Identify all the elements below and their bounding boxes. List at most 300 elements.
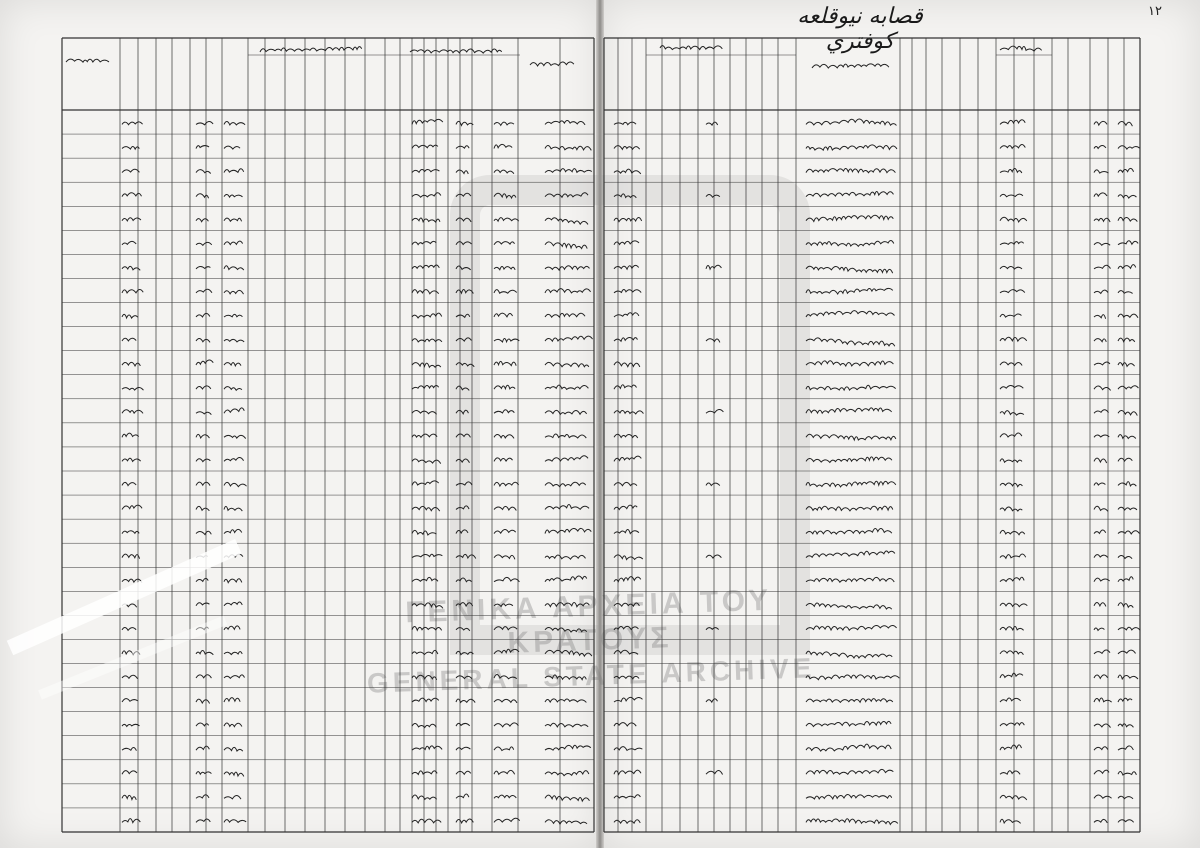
handwritten-entry — [1000, 554, 1026, 558]
handwritten-entry — [1118, 146, 1140, 149]
handwritten-number — [122, 387, 143, 390]
handwritten-entry — [1094, 170, 1109, 173]
handwritten-entry — [545, 193, 588, 198]
handwritten-entry — [1000, 627, 1024, 631]
handwritten-number — [494, 818, 520, 822]
handwritten-number — [456, 530, 468, 534]
handwritten-entry — [1118, 386, 1138, 389]
handwritten-number — [412, 650, 438, 654]
handwritten-number — [494, 723, 518, 727]
handwritten-entry — [1000, 362, 1022, 366]
handwritten-number — [122, 410, 143, 414]
handwritten-number — [412, 771, 437, 775]
handwritten-number — [412, 385, 439, 389]
handwritten-entry — [545, 336, 593, 341]
handwritten-number — [412, 169, 439, 172]
handwritten-number — [122, 795, 136, 800]
handwritten-entry — [1000, 819, 1021, 823]
handwritten-boundary-entry — [806, 191, 893, 196]
handwritten-number — [412, 145, 438, 148]
handwritten-number — [456, 482, 472, 486]
handwritten-entry — [1094, 602, 1106, 606]
handwritten-number — [224, 820, 246, 823]
handwritten-number — [456, 771, 471, 774]
handwritten-entry — [1094, 362, 1110, 365]
handwritten-number — [456, 170, 468, 174]
handwritten-entry — [545, 456, 588, 462]
handwritten-entry — [1118, 291, 1133, 294]
handwritten-entry — [545, 820, 587, 824]
handwritten-number — [224, 747, 243, 751]
handwritten-boundary-entry — [806, 744, 891, 751]
handwritten-number — [706, 339, 720, 343]
handwritten-entry — [545, 555, 585, 559]
handwritten-number — [196, 360, 213, 365]
handwritten-number — [224, 314, 242, 317]
handwritten-number — [412, 313, 442, 318]
handwritten-number — [706, 628, 719, 630]
handwritten-entry — [1118, 531, 1139, 534]
handwritten-entry — [1000, 795, 1027, 800]
handwritten-number — [196, 746, 209, 750]
handwritten-entry — [1118, 195, 1136, 198]
handwritten-number — [196, 459, 210, 462]
handwritten-number — [196, 819, 210, 822]
handwritten-entry — [1118, 363, 1135, 367]
handwritten-number — [412, 459, 441, 464]
handwritten-number — [224, 194, 243, 197]
handwritten-boundary-entry — [806, 721, 891, 726]
handwritten-boundary-entry — [806, 506, 893, 511]
handwritten-number — [122, 482, 136, 485]
handwritten-entry — [545, 218, 588, 225]
handwritten-entry — [1094, 747, 1108, 750]
handwritten-number — [122, 362, 140, 366]
handwritten-number — [224, 121, 245, 124]
handwritten-entry — [1000, 194, 1023, 197]
handwritten-number — [224, 241, 243, 245]
handwritten-number — [456, 363, 474, 367]
handwritten-number — [456, 338, 471, 341]
handwritten-entry — [545, 169, 592, 173]
handwritten-entry — [1118, 314, 1138, 318]
handwritten-number — [196, 146, 209, 149]
handwritten-header — [660, 46, 722, 50]
handwritten-entry — [1094, 819, 1107, 822]
handwritten-number — [224, 652, 242, 655]
handwritten-number — [494, 193, 516, 198]
handwritten-entry — [1118, 698, 1132, 702]
handwritten-boundary-entry — [806, 603, 892, 609]
handwritten-boundary-entry — [806, 794, 892, 799]
handwritten-entry — [1000, 745, 1021, 750]
handwritten-entry — [1094, 650, 1110, 654]
handwritten-header — [812, 64, 889, 68]
handwritten-number — [224, 723, 242, 727]
handwritten-header — [260, 47, 362, 52]
handwritten-number — [224, 146, 240, 149]
handwritten-entry — [1118, 435, 1136, 439]
handwritten-entry — [1094, 315, 1106, 319]
handwritten-number — [456, 676, 472, 679]
handwritten-number — [494, 313, 513, 317]
handwritten-entry — [1000, 411, 1024, 416]
handwritten-number — [224, 626, 240, 630]
handwritten-entry — [1094, 483, 1105, 486]
handwritten-number — [494, 267, 515, 270]
handwritten-number — [224, 675, 244, 678]
handwritten-number — [196, 313, 210, 317]
handwritten-entry — [1118, 458, 1132, 461]
handwritten-boundary-entry — [806, 675, 899, 680]
handwritten-number — [224, 698, 240, 702]
handwritten-number — [196, 723, 209, 726]
handwritten-number — [706, 122, 718, 125]
handwritten-number — [412, 434, 437, 437]
handwritten-number — [412, 265, 439, 269]
handwritten-number — [122, 433, 139, 437]
handwritten-number — [494, 290, 517, 294]
handwritten-entry — [1118, 675, 1138, 679]
handwritten-number — [122, 193, 141, 197]
handwritten-number — [196, 121, 213, 124]
handwritten-number — [456, 506, 469, 510]
handwritten-entry — [1094, 435, 1109, 437]
handwritten-number — [456, 193, 471, 196]
handwritten-entry — [545, 410, 587, 414]
handwritten-number — [456, 121, 473, 125]
handwritten-number — [196, 482, 210, 485]
handwritten-entry — [1118, 507, 1137, 510]
handwritten-entry — [1000, 673, 1023, 678]
handwritten-entry — [545, 313, 585, 317]
page-number: ١٢ — [1148, 4, 1162, 19]
handwritten-number — [122, 338, 136, 341]
watermark-line-greek: ΓΕΝΙΚΑ ΑΡΧΕΙΑ ΤΟΥ ΚΡΑΤΟΥΣ — [404, 583, 773, 660]
handwritten-entry — [1118, 338, 1135, 342]
handwritten-number — [412, 481, 439, 486]
handwritten-entry — [1094, 555, 1108, 558]
handwritten-number — [494, 529, 516, 533]
handwritten-entry — [614, 338, 637, 342]
handwritten-entry — [1094, 578, 1110, 582]
handwritten-number — [456, 578, 472, 582]
handwritten-number — [412, 119, 443, 124]
handwritten-number — [456, 242, 471, 245]
handwritten-entry — [1118, 746, 1133, 750]
handwritten-number — [494, 339, 519, 342]
handwritten-number — [224, 795, 241, 799]
handwritten-entry — [1000, 507, 1022, 511]
handwritten-entry — [1118, 724, 1133, 728]
handwritten-entry — [1118, 627, 1140, 630]
handwritten-number — [122, 289, 143, 293]
handwritten-number — [196, 650, 213, 654]
handwritten-entry — [1118, 820, 1134, 823]
handwritten-number — [494, 627, 517, 630]
handwritten-entry — [1000, 386, 1023, 390]
handwritten-number — [706, 194, 720, 197]
handwritten-entry — [545, 627, 587, 632]
handwritten-entry — [1094, 628, 1104, 630]
handwritten-entry — [1118, 265, 1136, 269]
handwritten-number — [494, 747, 514, 751]
handwritten-number — [494, 458, 513, 462]
handwritten-entry — [545, 576, 587, 582]
handwritten-number — [196, 242, 212, 245]
handwritten-entry — [1094, 795, 1112, 798]
handwritten-entry — [1000, 771, 1020, 775]
handwritten-number — [412, 746, 442, 750]
handwritten-entry — [1118, 241, 1138, 245]
watermark-line-english: GENERAL STATE ARCHIVE — [366, 652, 816, 699]
handwritten-boundary-entry — [806, 481, 896, 487]
handwritten-entry — [545, 362, 589, 366]
handwritten-entry — [1118, 121, 1132, 126]
handwritten-number — [196, 412, 211, 415]
handwritten-number — [122, 531, 139, 534]
handwritten-boundary-entry — [806, 819, 898, 825]
handwritten-entry — [1118, 556, 1132, 559]
handwritten-number — [122, 146, 139, 149]
handwritten-boundary-entry — [806, 338, 895, 346]
handwritten-number — [196, 699, 210, 703]
handwritten-entry — [1000, 120, 1025, 125]
handwritten-number — [456, 314, 470, 317]
handwritten-number — [494, 435, 514, 439]
handwritten-entry — [545, 385, 588, 389]
handwritten-number — [412, 290, 439, 294]
handwritten-entry — [1094, 458, 1107, 463]
handwritten-entry — [1000, 433, 1022, 437]
handwritten-entry — [545, 603, 589, 607]
handwritten-entry — [1094, 770, 1109, 774]
handwritten-boundary-entry — [806, 119, 896, 125]
handwritten-entry — [1094, 698, 1112, 702]
handwritten-number — [122, 314, 138, 318]
handwritten-header — [66, 59, 109, 62]
handwritten-entry — [1000, 290, 1025, 293]
handwritten-entry — [1094, 339, 1106, 342]
handwritten-number — [122, 554, 140, 559]
handwritten-number — [196, 434, 209, 438]
handwritten-number — [412, 577, 438, 581]
handwritten-entry — [545, 699, 586, 703]
handwritten-entry — [1118, 771, 1136, 775]
handwritten-number — [196, 772, 211, 775]
handwritten-boundary-entry — [806, 434, 896, 440]
handwritten-entry — [545, 146, 591, 151]
handwritten-number — [456, 819, 473, 823]
handwritten-entry — [545, 771, 589, 776]
handwritten-number — [122, 699, 138, 702]
handwritten-boundary-entry — [806, 769, 893, 774]
handwritten-number — [196, 675, 211, 678]
handwritten-number — [494, 122, 514, 125]
handwritten-number — [456, 628, 470, 631]
handwritten-boundary-entry — [806, 699, 893, 703]
handwritten-entry — [1118, 217, 1137, 221]
handwritten-entry — [545, 482, 586, 487]
handwritten-boundary-entry — [806, 625, 897, 630]
handwritten-entry — [1118, 168, 1134, 172]
handwritten-number — [196, 531, 211, 534]
handwritten-number — [494, 674, 517, 678]
handwritten-number — [456, 651, 473, 654]
handwritten-number — [196, 194, 209, 198]
handwritten-entry — [1118, 796, 1133, 798]
handwritten-number — [224, 529, 242, 533]
handwritten-entry — [614, 434, 638, 438]
handwritten-entry — [1000, 144, 1025, 148]
handwritten-number — [224, 435, 246, 438]
handwritten-number — [196, 795, 209, 799]
handwritten-number — [494, 170, 514, 174]
handwritten-header — [1000, 46, 1042, 51]
handwritten-number — [224, 387, 242, 391]
handwritten-entry — [545, 723, 588, 727]
handwritten-number — [412, 506, 440, 511]
handwritten-entry — [1094, 290, 1108, 293]
handwritten-entry — [1094, 675, 1108, 679]
handwritten-number — [456, 410, 468, 414]
handwritten-number — [456, 386, 469, 390]
handwritten-number — [494, 795, 516, 798]
handwritten-number — [122, 122, 143, 125]
handwritten-entry — [1094, 121, 1107, 125]
handwritten-number — [494, 699, 517, 703]
handwritten-entry — [1094, 193, 1107, 197]
handwritten-entry — [1118, 410, 1137, 415]
handwritten-number — [224, 506, 242, 511]
handwritten-number — [412, 554, 442, 557]
handwritten-boundary-entry — [806, 361, 893, 366]
handwritten-number — [494, 242, 515, 245]
handwritten-number — [494, 577, 519, 581]
handwritten-number — [494, 506, 516, 510]
handwritten-number — [706, 409, 723, 413]
handwritten-number — [412, 627, 442, 631]
handwritten-entry — [1094, 530, 1106, 534]
handwritten-entry — [1118, 482, 1136, 486]
handwritten-number — [456, 794, 469, 798]
handwritten-number — [456, 747, 470, 750]
handwritten-number — [122, 169, 139, 172]
handwritten-boundary-entry — [806, 169, 895, 173]
handwritten-entry — [1000, 577, 1024, 582]
handwritten-boundary-entry — [806, 528, 892, 534]
handwritten-number — [196, 170, 211, 174]
handwritten-entry — [1000, 698, 1021, 702]
handwritten-number — [494, 604, 513, 607]
handwritten-number — [196, 578, 208, 581]
handwritten-number — [224, 408, 244, 413]
handwritten-number — [494, 361, 516, 365]
handwritten-number — [456, 146, 469, 149]
handwritten-entry — [1094, 410, 1108, 413]
handwritten-number — [122, 771, 137, 775]
handwritten-number — [412, 363, 441, 368]
handwritten-entry — [1000, 266, 1022, 269]
handwritten-number — [494, 385, 515, 389]
handwritten-number — [494, 482, 519, 486]
handwritten-number — [494, 410, 514, 413]
handwritten-number — [412, 339, 442, 342]
handwritten-number — [412, 819, 441, 823]
handwritten-entry — [614, 122, 636, 125]
handwritten-entry — [1000, 337, 1027, 341]
handwritten-entry — [545, 289, 591, 293]
handwritten-number — [224, 363, 241, 366]
handwritten-number — [456, 603, 473, 606]
handwritten-number — [196, 506, 209, 510]
handwritten-entry — [1000, 530, 1025, 534]
handwritten-number — [456, 434, 470, 437]
handwritten-number — [196, 289, 212, 293]
handwritten-number — [224, 169, 244, 173]
handwritten-number — [122, 266, 140, 270]
handwritten-entry — [545, 795, 589, 801]
handwritten-boundary-entry — [806, 551, 895, 558]
handwritten-number — [412, 698, 439, 702]
handwritten-entry — [1000, 483, 1022, 487]
handwritten-number — [122, 819, 140, 823]
handwritten-entry — [1094, 145, 1106, 148]
handwritten-number — [196, 219, 208, 222]
handwritten-number — [224, 579, 242, 583]
handwritten-entry — [1000, 651, 1023, 655]
handwritten-boundary-entry — [806, 385, 896, 390]
handwritten-number — [456, 290, 473, 294]
handwritten-number — [224, 218, 242, 221]
handwritten-entry — [614, 385, 636, 389]
handwritten-entry — [545, 505, 589, 510]
handwritten-number — [706, 483, 720, 486]
handwritten-entry — [545, 121, 585, 125]
handwritten-header — [530, 62, 574, 66]
handwritten-boundary-entry — [806, 215, 893, 221]
handwritten-entry — [614, 650, 638, 654]
handwritten-number — [224, 290, 244, 294]
handwritten-number — [456, 554, 476, 558]
handwritten-entry — [545, 675, 586, 680]
handwritten-entry — [1000, 168, 1022, 172]
handwritten-number — [456, 218, 471, 222]
handwritten-entry — [614, 505, 637, 509]
handwritten-boundary-entry — [806, 311, 895, 317]
handwritten-number — [196, 386, 211, 389]
register-title: قصابه نيوقلعه كوفتري — [797, 4, 923, 54]
handwritten-entry — [1000, 723, 1024, 727]
handwritten-entry — [1000, 603, 1027, 606]
handwritten-entry — [1000, 242, 1024, 245]
handwritten-boundary-entry — [806, 145, 897, 150]
handwritten-number — [122, 675, 138, 679]
handwritten-number — [224, 772, 244, 776]
handwritten-boundary-entry — [806, 241, 894, 247]
handwritten-boundary-entry — [806, 266, 893, 273]
handwritten-number — [456, 459, 469, 463]
handwritten-number — [494, 144, 512, 148]
handwritten-number — [196, 339, 210, 343]
handwritten-number — [196, 266, 210, 268]
handwritten-number — [494, 649, 519, 654]
handwritten-number — [224, 339, 244, 342]
handwritten-number — [224, 458, 244, 462]
handwritten-number — [494, 218, 519, 222]
handwritten-number — [494, 770, 515, 774]
handwritten-number — [196, 603, 209, 606]
